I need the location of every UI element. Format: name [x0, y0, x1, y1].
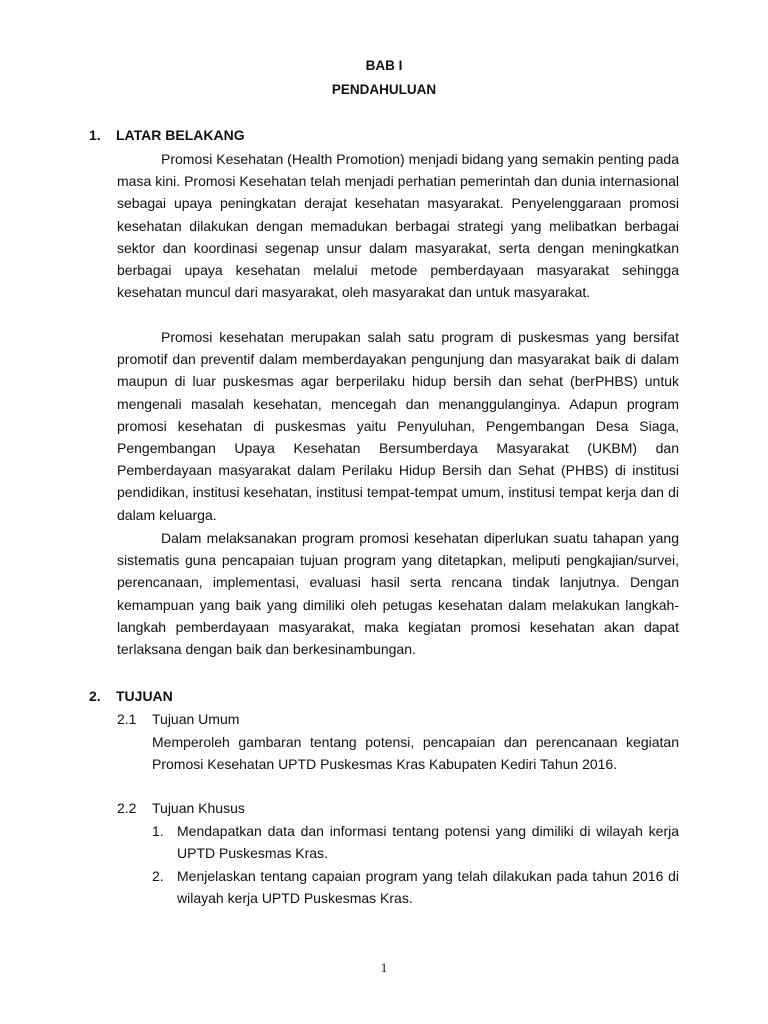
list-item-number: 1. [152, 823, 164, 839]
subsection-2-1-heading [117, 711, 239, 727]
list-item-text: Menjelaskan tentang capaian program yang telah dilakukan pada tahun 2016 di wilayah kerja UPTD Puskesmas Kras. [177, 868, 679, 907]
chapter-title: PENDAHULUAN [331, 82, 437, 97]
section-2-title: TUJUAN [116, 688, 173, 704]
chapter-label: BAB I [365, 58, 403, 73]
page-number: 1 [380, 960, 388, 975]
section-1-title: LATAR BELAKANG [116, 127, 245, 143]
subsection-2-1-number: 2.1 [117, 711, 137, 727]
list-item [152, 865, 679, 909]
background-paragraph-2: Promosi kesehatan merupakan salah satu program di puskesmas yang bersifat promotif dan preventif dalam memberdayakan pengunjung dan masyarakat baik di dalam maupun di luar puskesmas agar berperilaku hidup bersih dan sehat (berPHBS) untuk mengenali masalah kesehatan, mencegah dan menanggulanginya. Adapun program promosi kesehatan di puskesmas yaitu Penyuluhan, Pengembangan Desa Siaga, Pengembangan Upaya Kesehatan Bersumberdaya Masyarakat (UKBM) dan Pemberdayaan masyarakat dalam Perilaku Hidup Bersih dan Sehat (PHBS) di institusi pendidikan, institusi kesehatan, institusi tempat-tempat umum, institusi tempat kerja dan di dalam keluarga. [117, 329, 679, 523]
general-objective-text: Memperoleh gambaran tentang potensi, pencapaian dan perencanaan kegiatan Promosi Kesehatan UPTD Puskesmas Kras Kabupaten Kediri Tahun 2016. [152, 734, 679, 773]
background-paragraph-3: Dalam melaksanakan program promosi kesehatan diperlukan suatu tahapan yang sistematis guna pencapaian tujuan program yang ditetapkan, meliputi pengkajian/survei, perencanaan, implementasi, evaluasi hasil serta rencana tindak lanjutnya. Dengan kemampuan yang baik yang dimiliki oleh petugas kesehatan dalam melakukan langkah-langkah pemberdayaan masyarakat, maka kegiatan promosi kesehatan akan dapat terlaksana dengan baik dan berkesinambungan. [117, 530, 679, 658]
list-item-text: Mendapatkan data dan informasi tentang potensi yang dimiliki di wilayah kerja UPTD Puskesmas Kras. [177, 823, 679, 862]
section-1-heading [89, 127, 245, 143]
list-item [152, 820, 679, 864]
section-1-number: 1. [89, 127, 101, 143]
section-2-number: 2. [89, 688, 101, 704]
background-paragraph-1: Promosi Kesehatan (Health Promotion) menjadi bidang yang semakin penting pada masa kini. Promosi Kesehatan telah menjadi perhatian pemerintah dan dunia internasional sebagai upaya peningkatan derajat kesehatan masyarakat. Penyelenggaraan promosi kesehatan dilakukan dengan memadukan berbagai strategi yang melibatkan berbagai sektor dan koordinasi segenap unsur dalam masyarakat, serta dengan meningkatkan berbagai upaya kesehatan melalui metode pemberdayaan masyarakat sehingga kesehatan muncul dari masyarakat, oleh masyarakat dan untuk masyarakat. [117, 151, 679, 301]
subsection-2-1-title: Tujuan Umum [152, 711, 240, 727]
list-item-number: 2. [152, 868, 164, 884]
section-2-heading [89, 688, 173, 704]
subsection-2-2-heading [117, 800, 245, 816]
subsection-2-2-title: Tujuan Khusus [152, 800, 245, 816]
subsection-2-2-number: 2.2 [117, 800, 137, 816]
